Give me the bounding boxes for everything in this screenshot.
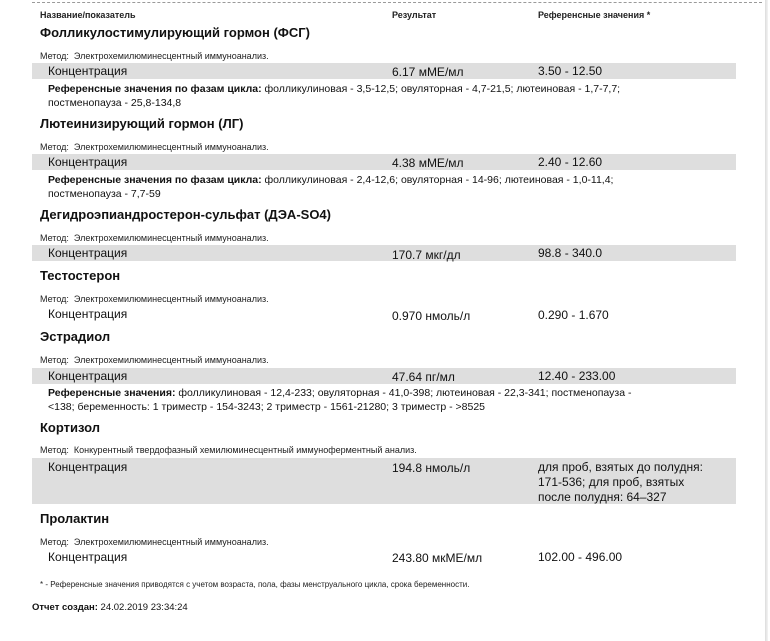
lh-note-label: Референсные значения по фазам цикла: (48, 174, 262, 186)
prolactin-param: Концентрация (48, 550, 128, 564)
top-dashed-border (32, 2, 762, 3)
lh-title: Лютеинизирующий гормон (ЛГ) (40, 116, 244, 131)
estradiol-note-line2: <138; беременность: 1 триместр - 154-3243; 2 триместр - 1561-21280; 3 триместр - >8525 (48, 401, 486, 413)
cortisol-param: Концентрация (48, 460, 128, 474)
fsh-title: Фолликулостимулирующий гормон (ФСГ) (40, 25, 310, 40)
cortisol-method-label: Метод: (40, 445, 69, 455)
estradiol-param: Концентрация (48, 369, 128, 383)
testosterone-reference: 0.290 - 1.670 (538, 308, 609, 322)
footnote: * - Референсные значения приводятся с учетом возраста, пола, фазы менструального цикла, срока беременности. (40, 580, 470, 589)
estradiol-result-row (32, 368, 736, 384)
fsh-note-line2: постменопауза - 25,8-134,8 (48, 97, 182, 109)
fsh-param: Концентрация (48, 64, 128, 78)
prolactin-reference: 102.00 - 496.00 (538, 550, 623, 564)
lh-method (40, 142, 269, 152)
report-created (32, 602, 188, 613)
lh-reference: 2.40 - 12.60 (538, 155, 603, 169)
cortisol-reference (538, 460, 703, 505)
header-name-column: Название/показатель (40, 10, 136, 20)
report-created-date: 24.02.2019 23:34:24 (100, 602, 188, 613)
dhea-method-label: Метод: (40, 233, 69, 243)
testosterone-title: Тестостерон (40, 268, 121, 283)
estradiol-method-label: Метод: (40, 355, 69, 365)
estradiol-note-label: Референсные значения: (48, 387, 176, 399)
dhea-result: 170.7 мкг/дл (392, 248, 461, 262)
dhea-reference: 98.8 - 340.0 (538, 246, 603, 260)
dhea-method-text: Электрохемилюминесцентный иммуноанализ. (73, 233, 269, 243)
testosterone-param: Концентрация (48, 307, 128, 321)
cortisol-result: 194.8 нмоль/л (392, 461, 471, 475)
lh-method-label: Метод: (40, 142, 69, 152)
lh-reference-note (48, 173, 613, 201)
cortisol-reference-line2: 171-536; для проб, взятых (538, 475, 685, 489)
dhea-result-row (32, 245, 736, 261)
report-created-label: Отчет создан: (32, 602, 98, 613)
cortisol-title: Кортизол (40, 420, 101, 435)
lh-note-line2: постменопауза - 7,7-59 (48, 188, 161, 200)
testosterone-result: 0.970 нмоль/л (392, 309, 471, 323)
fsh-reference-note (48, 82, 620, 110)
testosterone-method-text: Электрохемилюминесцентный иммуноанализ. (73, 294, 269, 304)
lh-note-line1: фолликулиновая - 2,4-12,6; овуляторная - 14-96; лютеиновая - 1,0-11,4; (264, 174, 614, 186)
header-reference-column: Референсные значения * (538, 10, 651, 20)
cortisol-method (40, 445, 417, 455)
prolactin-method-label: Метод: (40, 537, 69, 547)
fsh-reference: 3.50 - 12.50 (538, 64, 603, 78)
estradiol-title: Эстрадиол (40, 329, 111, 344)
dhea-param: Концентрация (48, 246, 128, 260)
prolactin-method (40, 537, 269, 547)
fsh-result: 6.17 мМЕ/мл (392, 65, 464, 79)
estradiol-method-text: Электрохемилюминесцентный иммуноанализ. (73, 355, 269, 365)
fsh-method-label: Метод: (40, 51, 69, 61)
prolactin-method-text: Электрохемилюминесцентный иммуноанализ. (73, 537, 269, 547)
header-result-column: Результат (392, 10, 437, 20)
cortisol-reference-line3: после полудня: 64–327 (538, 490, 667, 504)
fsh-method (40, 51, 269, 61)
estradiol-result: 47.64 пг/мл (392, 370, 455, 384)
testosterone-method (40, 294, 269, 304)
estradiol-reference-note (48, 386, 631, 414)
estradiol-method (40, 355, 269, 365)
fsh-note-line1: фолликулиновая - 3,5-12,5; овуляторная - 4,7-21,5; лютеиновая - 1,7-7,7; (264, 83, 621, 95)
dhea-title: Дегидроэпиандростерон-сульфат (ДЭА-SO4) (40, 207, 331, 222)
lh-method-text: Электрохемилюминесцентный иммуноанализ. (73, 142, 269, 152)
dhea-method (40, 233, 269, 243)
fsh-result-row (32, 63, 736, 79)
estradiol-note-line1: фолликулиновая - 12,4-233; овуляторная - 41,0-398; лютеиновая - 22,3-341; постменопауза - (178, 387, 632, 399)
prolactin-title: Пролактин (40, 511, 110, 526)
estradiol-reference: 12.40 - 233.00 (538, 369, 616, 383)
lh-result: 4.38 мМЕ/мл (392, 156, 464, 170)
cortisol-reference-line1: для проб, взятых до полудня: (538, 460, 703, 474)
cortisol-method-text: Конкурентный твердофазный хемилюминесцентный иммуноферментный анализ. (73, 445, 417, 455)
lh-param: Концентрация (48, 155, 128, 169)
lh-result-row (32, 154, 736, 170)
prolactin-result: 243.80 мкМЕ/мл (392, 551, 483, 565)
page-edge-shadow (765, 0, 768, 641)
testosterone-method-label: Метод: (40, 294, 69, 304)
fsh-note-label: Референсные значения по фазам цикла: (48, 83, 262, 95)
fsh-method-text: Электрохемилюминесцентный иммуноанализ. (73, 51, 269, 61)
